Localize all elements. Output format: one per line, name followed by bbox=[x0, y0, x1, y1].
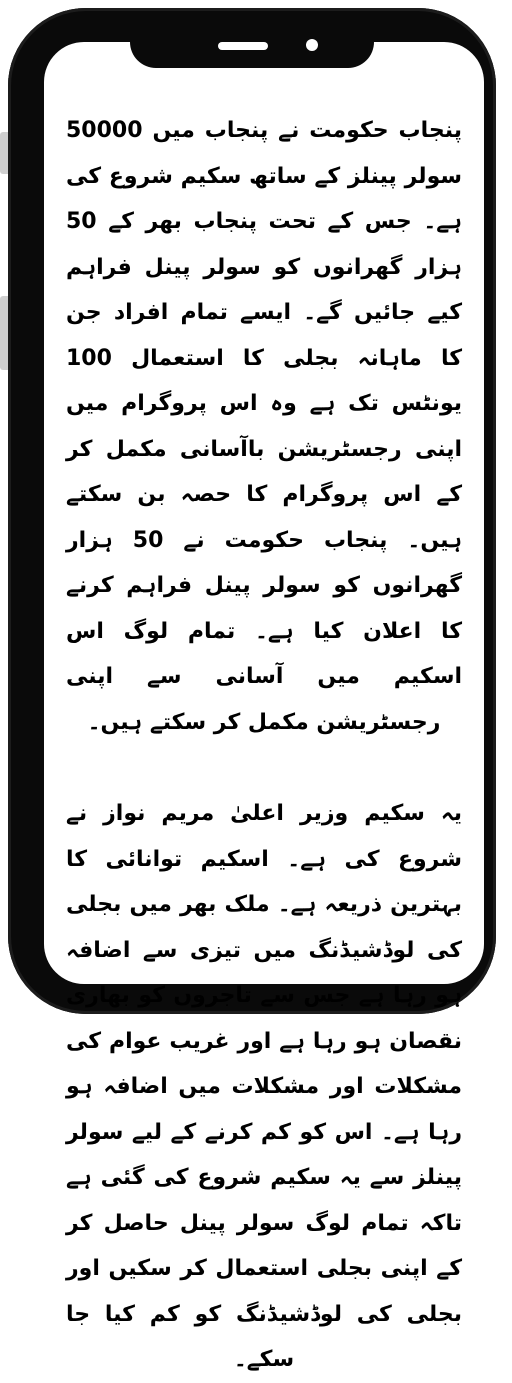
phone-frame bbox=[8, 8, 496, 1372]
article-paragraph-1: پنجاب حکومت نے پنجاب میں 50000 سولر پینلز کے ساتھ سکیم شروع کی ہے۔ جس کے تحت پنجاب بھر کے 50 ہزار گھرانوں کو سولر پینل فراہم کیے جائیں گے۔ ایسے تمام افراد جن کا ماہانہ بجلی کا استعمال 100 یونٹس تک ہے وہ اس پروگرام میں اپنی رجسٹریشن باآسانی مکمل کر کے اس پروگرام کا حصہ بن سکتے ہیں۔ پنجاب حکومت نے 50 ہزار گھرانوں کو سولر پینل فراہم کرنے کا اعلان کیا ہے۔ تمام لوگ اس اسکیم میں آسانی سے اپنی رجسٹریشن مکمل کر سکتے ہیں۔ bbox=[66, 118, 462, 735]
phone-screen bbox=[44, 42, 484, 1372]
article-body bbox=[66, 108, 462, 1383]
side-button-lower[interactable] bbox=[0, 296, 8, 370]
speaker-icon bbox=[218, 42, 268, 50]
side-button-upper[interactable] bbox=[0, 132, 8, 174]
article-paragraph-2: یہ سکیم وزیر اعلیٰ مریم نواز نے شروع کی ہے۔ اسکیم توانائی کا بہترین ذریعہ ہے۔ ملک بھر میں بجلی کی لوڈشیڈنگ میں تیزی سے اضافہ ہو رہا ہے جس سے تاجروں کو بھاری نقصان ہو رہا ہے اور غریب عوام کی مشکلات اور مشکلات میں اضافہ ہو رہا ہے۔ اس کو کم کرنے کے لیے سولر پینلز سے یہ سکیم شروع کی گئی ہے تاکہ تمام لوگ سولر پینل حاصل کر کے اپنی بجلی استعمال کر سکیں اور بجلی کی لوڈشیڈنگ کو کم کیا جا سکے۔ bbox=[66, 801, 462, 1372]
phone-notch bbox=[130, 28, 374, 68]
front-camera-icon bbox=[306, 39, 318, 51]
